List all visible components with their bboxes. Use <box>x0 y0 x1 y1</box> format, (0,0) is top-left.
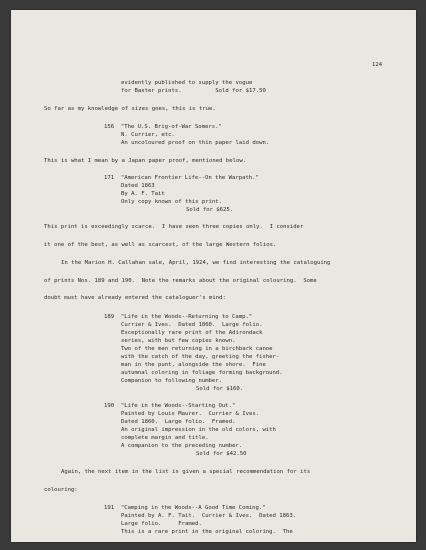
text-line: colouring: <box>44 487 78 493</box>
text-line: it one of the best, as well as scarcest, of the large Western folios. <box>44 242 277 248</box>
text-line: 189 "Life in the Woods--Returning to Camp." <box>104 314 253 320</box>
text-line: doubt must have already entered the cataloguer's mind: <box>44 295 226 301</box>
text-line: 156 "The U.S. Brig-of-War Somers." <box>104 124 222 130</box>
text-line: Exceptionally rare print of the Adirondack <box>121 330 263 336</box>
text-line: Painted by Louis Maurer. Currier & Ives. <box>121 411 260 417</box>
text-line: Again, the next item in the list is given a special recommendation for its <box>61 469 311 475</box>
text-line: Sold for $160. <box>196 386 244 392</box>
text-line: Only copy known of this print. <box>121 199 223 205</box>
text-line: for Baxter prints. Sold for $17.50 <box>121 88 266 94</box>
text-line: Dated 1863 <box>121 183 155 189</box>
text-line: So far as my knowledge of sizes goes, this is true. <box>44 106 216 112</box>
text-line: This is what I mean by a Japan paper proof, mentioned below. <box>44 158 247 164</box>
text-line: 171 "American Frontier Life--On the Warpath." <box>104 175 259 181</box>
text-line: Painted by A. F. Tait. Currier & Ives. Dated 1863. <box>121 513 297 519</box>
text-line: An original impression in the old colors, with <box>121 427 276 433</box>
text-line: Sold for $625. <box>186 207 234 213</box>
text-line: Large folio. Framed. <box>121 521 202 527</box>
text-line: Companion to following number. <box>121 378 223 384</box>
text-line: with the catch of the day, greeting the fisher- <box>121 354 280 360</box>
text-line: This print is exceedingly scarce. I have seen three copies only. I consider <box>44 224 304 230</box>
text-line: evidently published to supply the vogue <box>121 80 253 86</box>
text-line: series, with but few copies known. <box>121 338 236 344</box>
text-line: man in the punt, alongside the shore. Fine <box>121 362 266 368</box>
text-line: 190 "Life in the Woods--Starting Out." <box>104 403 236 409</box>
text-line: Two of the men returning in a birchbark canoe <box>121 346 273 352</box>
text-line: In the Marion H. Callahan sale, April, 1924, we find interesting the cataloguing <box>61 260 331 266</box>
text-line: A companion to the preceding number. <box>121 443 243 449</box>
text-line: This is a rare print in the original coloring. The <box>121 529 293 535</box>
page-number: 124 <box>372 62 383 68</box>
text-line: An uncoloured proof on thin paper laid down. <box>121 140 270 146</box>
text-line: Dated 1860. Large folio. Framed. <box>121 419 236 425</box>
typewritten-page <box>11 10 416 542</box>
text-line: Sold for $42.50 <box>196 451 247 457</box>
text-line: By A. F. Tait <box>121 191 165 197</box>
text-line: complete margin and title. <box>121 435 209 441</box>
text-line: of prints Nos. 189 and 190. Note the remarks about the original colouring. Some <box>44 278 317 284</box>
text-line: autumnal coloring in foliage forming background. <box>121 370 283 376</box>
text-line: 191 "Camping in the Woods--A Good Time Coming." <box>104 505 266 511</box>
text-line: Currier & Ives. Dated 1860. Large folio. <box>121 322 263 328</box>
text-line: N. Currier, etc. <box>121 132 175 138</box>
